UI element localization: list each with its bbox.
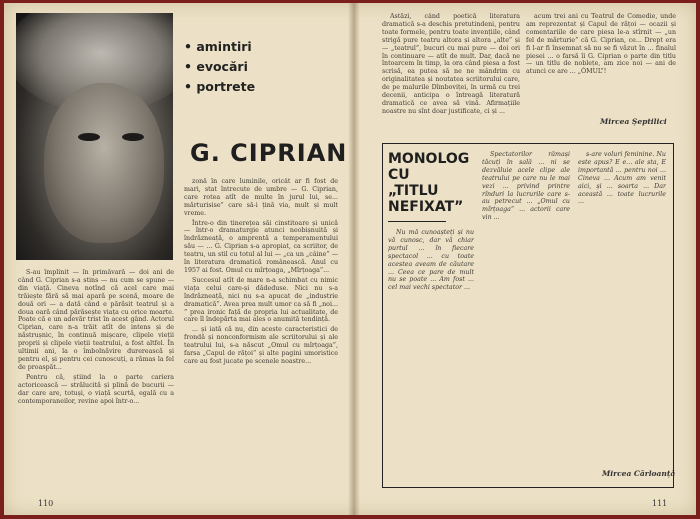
paragraph: Spectatorilor rămași tăcuți în sală ... ni se dezvăluie acele clipe ale teatrului pe care nu le mai vezi ... privind printre rînduri la lucrurile care s-au petrecut ... „Omul cu mîrțoaga” ... actorii care vin ...	[482, 151, 570, 222]
paragraph: Nu mă cunoașteți și nu vă cunosc, dar vă chiar purtul ... în fiecare spectacol ... cu toate acestea aveam de căutare ... Ceea ce pare de mult nu se poate ... Am fost ... cel mai vechi spectator ...	[388, 229, 474, 292]
boxed-article-title	[388, 151, 469, 215]
portrait-face	[44, 83, 164, 243]
page-number-right: 111	[652, 499, 668, 508]
boxed-column-1-text	[388, 229, 474, 479]
book-gutter	[348, 3, 360, 515]
book-spread	[4, 3, 696, 515]
bullet-item: • portrete	[184, 77, 255, 97]
author-portrait-photo	[16, 13, 173, 260]
right-top-right-column-text	[526, 13, 676, 115]
paragraph: S-au împlinit — în primăvară — doi ani de când G. Ciprian s-a stins — nu cum se spune — din viață. Cineva notînd că acel care mai trăiește fără să mai apară pe scenă, moare de două ori — a dată când e părăsit teatrul și a doua oară când părăsește viața cu orice moarte. Poate că e un adevăr trist în acest gând. Actorul Ciprian, care n-a trăit atît de intens și de năstrușnic, în continuă mișcare, clipele vieții proprii și clipele vieții teatrului, a fost altfel. În ultimii ani, la o îmbolnăvire durerească și pentru el, și pentru cei cunoscuți, a rămas la fel de proaspăt...	[18, 269, 174, 371]
title-underline	[388, 221, 446, 222]
paragraph: ... și iată că nu, din aceste caracteristici de frondă și nonconformism ale scriitorului și ale teatrului lui, s-a născut „Omul cu mîrțoaga”, farsa „Capul de rățoi” și alte pagini umoristice care au fost jucate pe scenele noastre...	[184, 326, 338, 365]
paragraph: Succesul atît de mare n-a schimbat cu nimic viața celui care-și dădeduse. Nici nu s-a îndrăzneață, nici nu s-a apucat de „industrie dramatică”. Avea prea mult umor ca să fi „noi... ” prea ironic față de propria lui actualitate, de care îl îndepărta mai ales o anumită tendință.	[184, 276, 338, 324]
boxed-column-3-text	[578, 151, 666, 451]
title-line: CU	[388, 167, 410, 183]
title-line: MONOLOG	[388, 151, 470, 167]
paragraph: Între-o din tinerețea săi cinstitoare și unică — într-o dramaturgie atunci neobișnuită și îndrăzneață, o amprentă a temperamentului său — ... G. Ciprian s-a apropiat, ca scriitor, de teatru, un stil cu totul al lui — „ca un „câine” — în literatura dramatică românească. Anul cu 1957 ai fost. Omul cu mîrțoaga, „Mîrțoaga”...	[184, 219, 338, 274]
paragraph: zonă în care luminile, oricât ar fi fost de mari, stat întrecute de umbre — G. Ciprian, care rotea atît de multe în jurul lui, se... mărturisise” care să-i țină via, mult și mult vreme.	[184, 178, 338, 217]
paragraph: s-are voluri feminine. Nu este apus? E e... ale sta, E importantă ... pentru noi ... Cineva ... Acum am venit aici, și ... soarta ... Dar această ... toate lucrurile ...	[578, 151, 666, 206]
right-top-left-column-text	[382, 13, 520, 131]
paragraph: Pentru că, știind la o parte cariera actoricească — strălucită și plină de bucurii — dar care are, totuși, o viață scurtă, egală cu a contemporaneilor, revine apoi într-o...	[18, 373, 174, 405]
section-bullets	[184, 37, 255, 97]
signature-author-1: Mircea Șeptilici	[600, 117, 667, 126]
paragraph: acum trei ani cu Teatrul de Comedie, unde am reprezentat și Capul de rățoi — ocazii și comentariile de care piesa le-a stîrnit — „un fel de mărturie” că G. Ciprian, ce... Drept era fi l-ar fi însemnat să nu se fi văzut în ... finalul piesei ... o farsă îi G. Ciprian o parte din titlu — un titlu de noblețe, am zice noi — ani de atunci ce are ... „ÓMUL”!	[526, 13, 676, 76]
title-line: „TITLU	[388, 183, 439, 199]
paragraph: Astăzi, când poetică literatura dramatică s-a deschis pretutindeni, pentru toate formele, pentru toate invențiile, când strigă pure teatru altora și altora „alte” și — „teatrul”, bucuri cu mai pure — doi ori în continuare — atît de mult. Dar, dacă ne întoarcem în timp, la ora când piesa a fost scrisă, ea putea să ne ne mândrim cu originalitatea și noutatea scriitorului care, de pe malurile Dîmboviței, în urmă cu trei decenii, anticipa o întreagă literatură dramatică ce avea să vină. Afirmațiile noastre nu sînt doar justificate, ci și ...	[382, 13, 520, 115]
title-line: NEFIXAT”	[388, 199, 464, 215]
bullet-item: • evocări	[184, 57, 255, 77]
portrait-eye	[122, 133, 144, 141]
article-title: G. CIPRIAN	[190, 139, 348, 167]
page-number-left: 110	[38, 499, 54, 508]
boxed-column-2-text	[482, 151, 570, 479]
signature-author-2: Mircea Cârloanță	[602, 469, 676, 478]
left-column-text	[18, 269, 174, 497]
bullet-item: • amintiri	[184, 37, 255, 57]
middle-column-text	[184, 178, 338, 500]
portrait-eye	[78, 133, 100, 141]
